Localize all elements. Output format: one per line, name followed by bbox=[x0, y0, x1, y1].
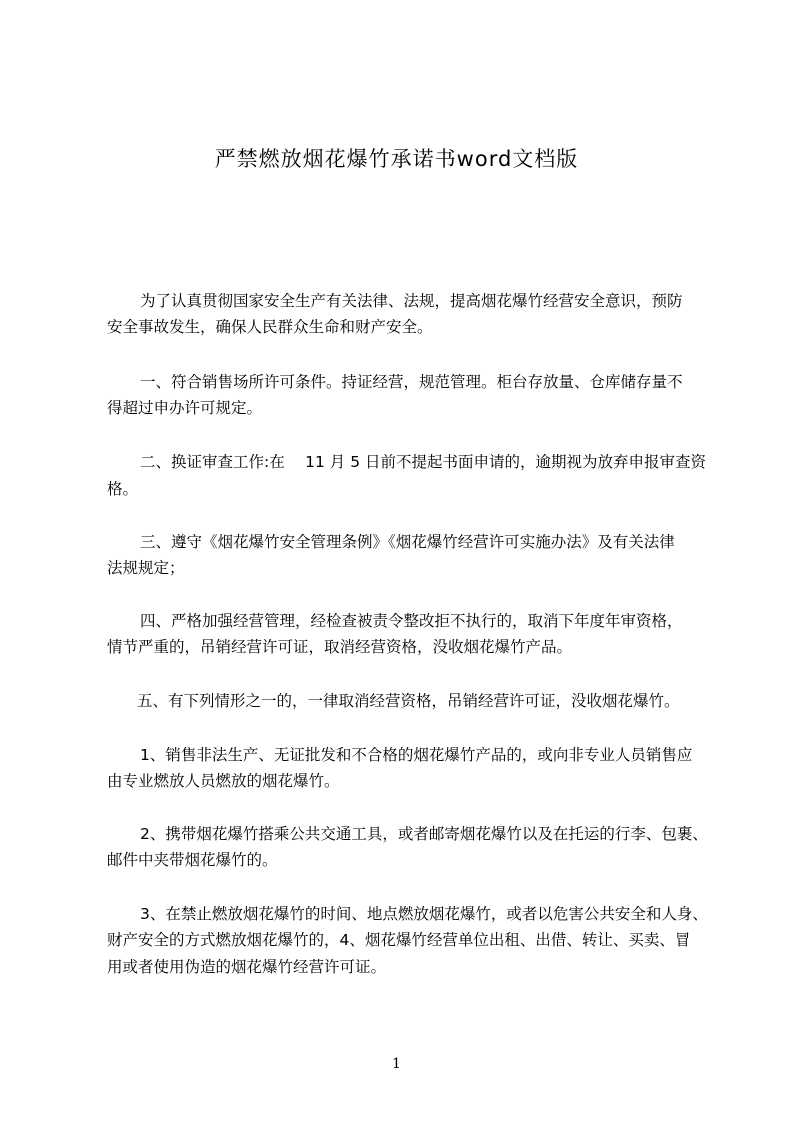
paragraph-line: 三、遵守《烟花爆竹安全管理条例》《烟花爆竹经营许可实施办法》及有关法律 bbox=[140, 533, 675, 551]
paragraph-line: 格。 bbox=[107, 480, 139, 498]
page-number: 1 bbox=[392, 1056, 401, 1072]
paragraph-line: 得超过申办许可规定。 bbox=[107, 399, 263, 417]
paragraph-line: 由专业燃放人员燃放的烟花爆竹。 bbox=[107, 772, 340, 790]
paragraph-line: 为了认真贯彻国家安全生产有关法律、法规，提高烟花爆竹经营安全意识，预防 bbox=[140, 292, 683, 310]
paragraph-line: 一、符合销售场所许可条件。持证经营，规范管理。柜台存放量、仓库储存量不 bbox=[140, 373, 683, 391]
paragraph-line: 法规规定； bbox=[107, 559, 185, 577]
paragraph-line: 五、有下列情形之一的，一律取消经营资格，吊销经营许可证，没收烟花爆竹。 bbox=[137, 692, 680, 710]
document-title: 严禁燃放烟花爆竹承诺书word文档版 bbox=[214, 147, 579, 171]
paragraph-line: 邮件中夹带烟花爆竹的。 bbox=[107, 851, 278, 869]
paragraph-line: 情节严重的，吊销经营许可证，取消经营资格，没收烟花爆竹产品。 bbox=[107, 638, 573, 656]
paragraph-line: 二、换证审查工作:在 11 月 5 日前不提起书面申请的，逾期视为放弃申报审查资 bbox=[140, 453, 707, 471]
paragraph-line: 安全事故发生，确保人民群众生命和财产安全。 bbox=[107, 318, 433, 336]
paragraph-line: 2、携带烟花爆竹搭乘公共交通工具，或者邮寄烟花爆竹以及在托运的行李、包裹、 bbox=[140, 825, 708, 843]
paragraph-line: 财产安全的方式燃放烟花爆竹的，4、烟花爆竹经营单位出租、出借、转让、买卖、冒 bbox=[107, 931, 691, 949]
paragraph-line: 四、严格加强经营管理，经检查被责令整改拒不执行的，取消下年度年审资格， bbox=[140, 612, 683, 630]
paragraph-line: 1、销售非法生产、无证批发和不合格的烟花爆竹产品的，或向非专业人员销售应 bbox=[140, 746, 693, 764]
paragraph-line: 3、在禁止燃放烟花爆竹的时间、地点燃放烟花爆竹，或者以危害公共安全和人身、 bbox=[140, 905, 708, 923]
paragraph-line: 用或者使用伪造的烟花爆竹经营许可证。 bbox=[107, 958, 387, 976]
